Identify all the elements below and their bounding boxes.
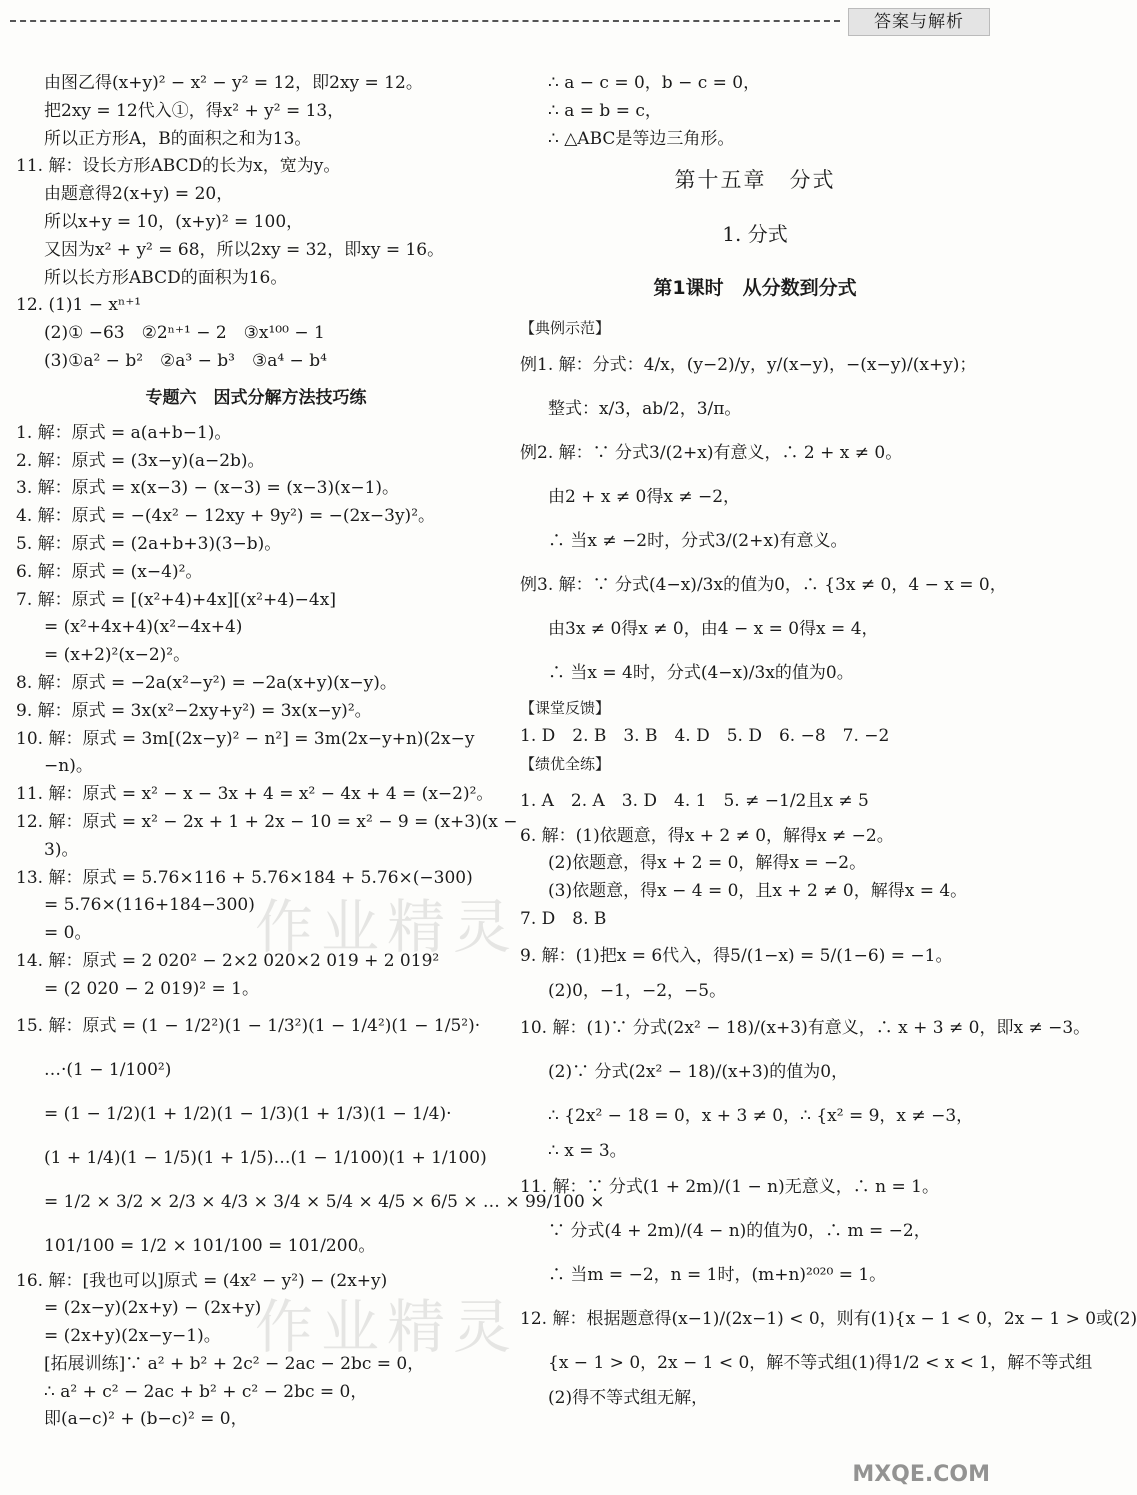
left-line: 所以x+y = 10，(x+y)² = 100， [44,211,304,232]
left-line: (3)①a² − b² ②a³ − b³ ③a⁴ − b⁴ [44,350,327,371]
left-line: 12. (1)1 − xⁿ⁺¹ [16,295,142,316]
left-line: = 0。 [44,923,92,944]
left-line: 由题意得2(x+y) = 20， [44,184,234,205]
right-line: ∴ 当x ≠ −2时，分式3/(2+x)有意义。 [548,531,848,552]
right-line: 例2. 解：∵ 分式3/(2+x)有意义，∴ 2 + x ≠ 0。 [520,443,903,464]
left-line: 1. 解：原式 = a(a+b−1)。 [16,422,232,443]
left-line: 5. 解：原式 = (2a+b+3)(3−b)。 [16,533,282,554]
brand-watermark: MXQE.COM [852,1462,990,1487]
right-line: ∴ 当x = 4时，分式(4−x)/3x的值为0。 [548,663,854,684]
right-line: 7. D 8. B [520,908,607,929]
left-line: …·(1 − 1/100²) [44,1059,172,1080]
left-line: 所以长方形ABCD的面积为16。 [44,267,288,288]
left-line: 由图乙得(x+y)² − x² − y² = 12，即2xy = 12。 [44,73,423,93]
right-line: (2)依题意，得x + 2 = 0，解得x = −2。 [548,853,867,874]
right-line: 整式：x/3，ab/2，3/π。 [548,399,742,420]
right-line: 例1. 解：分式：4/x，(y−2)/y，y/(x−y)，−(x−y)/(x+y)； [520,355,977,376]
right-line: 12. 解：根据题意得(x−1)/(2x−1) < 0，则有(1){x − 1 < 0，2x − 1 > 0或(2) [520,1309,1137,1330]
right-line: (3)依题意，得x − 4 = 0，且x + 2 ≠ 0，解得x = 4。 [548,881,968,902]
right-line: ∴ x = 3。 [548,1140,627,1161]
left-line: 3)。 [44,839,79,860]
right-line: 1. D 2. B 3. B 4. D 5. D 6. −8 7. −2 [520,725,890,746]
left-line: 10. 解：原式 = 3m[(2x−y)² − n²] = 3m(2x−y+n)(2x−y [16,728,475,749]
left-line: 11. 解：设长方形ABCD的长为x，宽为y。 [16,156,341,177]
left-line: [拓展训练]∵ a² + b² + 2c² − 2ac − 2bc = 0， [44,1353,425,1374]
left-line: 又因为x² + y² = 68，所以2xy = 32，即xy = 16。 [44,239,445,260]
left-line: −n)。 [44,756,93,777]
section-tag: 【绩优全练】 [520,754,611,773]
section-tag: 【典例示范】 [520,319,611,338]
left-line: 6. 解：原式 = (x−4)²。 [16,561,203,582]
right-line: ∴ 当m = −2，n = 1时，(m+n)²⁰²⁰ = 1。 [548,1265,887,1286]
left-line: 12. 解：原式 = x² − 2x + 1 + 2x − 10 = x² − 9 = (x+3)(x − [16,811,518,832]
right-line: ∵ 分式(4 + 2m)/(4 − n)的值为0，∴ m = −2， [548,1221,931,1242]
left-line: (2)① −63 ②2ⁿ⁺¹ − 2 ③x¹⁰⁰ − 1 [44,323,325,344]
right-line: 10. 解：(1)∵ 分式(2x² − 18)/(x+3)有意义，∴ x + 3 ≠ 0，即x ≠ −3。 [520,1017,1091,1038]
left-line: 所以正方形A，B的面积之和为13。 [44,128,312,149]
left-line: = (2x+y)(2x−y−1)。 [44,1326,221,1347]
left-line: = (x²+4x+4)(x²−4x+4) [44,617,243,638]
left-line: = (x+2)²(x−2)²。 [44,645,191,666]
left-line: 把2xy = 12代入①，得x² + y² = 13， [44,100,345,121]
right-line: ∴ a − c = 0，b − c = 0， [548,73,761,93]
right-line: 由2 + x ≠ 0得x ≠ −2， [548,487,741,508]
right-line: 9. 解：(1)把x = 6代入，得5/(1−x) = 5/(1−6) = −1。 [520,945,953,966]
left-line: 4. 解：原式 = −(4x² − 12xy + 9y²) = −(2x−3y)²。 [16,506,436,527]
left-line: 专题六 因式分解方法技巧练 [145,387,367,408]
watermark-1: 作业精灵 [255,893,520,961]
right-line: 1. A 2. A 3. D 4. 1 5. ≠ −1/2且x ≠ 5 [520,790,869,811]
left-line: 8. 解：原式 = −2a(x²−y²) = −2a(x+y)(x−y)。 [16,672,397,693]
header-tag: 答案与解析 [848,8,990,36]
left-line: (1 + 1/4)(1 − 1/5)(1 + 1/5)…(1 − 1/100)(1 + 1/100) [44,1147,487,1168]
section-tag: 【课堂反馈】 [520,699,611,718]
left-line: 13. 解：原式 = 5.76×116 + 5.76×184 + 5.76×(−300) [16,867,473,888]
left-line: 11. 解：原式 = x² − x − 3x + 4 = x² − 4x + 4 = (x−2)²。 [16,784,494,805]
left-line: 9. 解：原式 = 3x(x²−2xy+y²) = 3x(x−y)²。 [16,700,372,721]
header-dashed-line [10,20,840,22]
right-line: 6. 解：(1)依题意，得x + 2 ≠ 0，解得x ≠ −2。 [520,825,894,846]
left-line: 2. 解：原式 = (3x−y)(a−2b)。 [16,450,265,471]
left-line: = 5.76×(116+184−300) [44,895,255,916]
right-line: 例3. 解：∵ 分式(4−x)/3x的值为0，∴ {3x ≠ 0，4 − x = 0， [520,575,1007,596]
right-line: ∴ {2x² − 18 = 0，x + 3 ≠ 0，∴ {x² = 9，x ≠ −3， [548,1105,974,1126]
left-line: 即(a−c)² + (b−c)² = 0， [44,1409,248,1430]
right-line: (2)得不等式组无解， [548,1388,709,1409]
left-line: = (2 020 − 2 019)² = 1。 [44,978,259,999]
right-line: ∴ a = b = c， [548,100,662,121]
left-line: = 1/2 × 3/2 × 2/3 × 4/3 × 3/4 × 5/4 × 4/5 × 6/5 × … × 99/100 × [44,1191,605,1212]
right-line: 11. 解：∵ 分式(1 + 2m)/(1 − n)无意义，∴ n = 1。 [520,1177,939,1198]
right-line: 1. 分式 [722,222,788,247]
left-line: = (1 − 1/2)(1 + 1/2)(1 − 1/3)(1 + 1/3)(1 − 1/4)· [44,1103,452,1124]
right-line: 第1课时 从分数到分式 [653,277,857,300]
right-line: (2)∵ 分式(2x² − 18)/(x+3)的值为0， [548,1061,849,1082]
right-line: (2)0，−1，−2，−5。 [548,980,727,1001]
left-line: 16. 解：[我也可以]原式 = (4x² − y²) − (2x+y) [16,1270,388,1291]
right-column [520,70,1137,1413]
left-line: 101/100 = 1/2 × 101/100 = 101/200。 [44,1235,376,1256]
left-line: 15. 解：原式 = (1 − 1/2²)(1 − 1/3²)(1 − 1/4²)(1 − 1/5²)· [16,1015,481,1036]
left-line: 14. 解：原式 = 2 020² − 2×2 020×2 019 + 2 019² [16,950,440,971]
right-line: 由3x ≠ 0得x ≠ 0，由4 − x = 0得x = 4， [548,619,879,640]
left-line: 3. 解：原式 = x(x−3) − (x−3) = (x−3)(x−1)。 [16,478,400,499]
watermark-2: 作业精灵 [255,1293,520,1361]
right-line: 第十五章 分式 [674,168,836,193]
right-line: ∴ △ABC是等边三角形。 [548,128,735,149]
right-line: {x − 1 > 0，2x − 1 < 0，解不等式组(1)得1/2 < x < 1，解不等式组 [548,1353,1093,1374]
left-line: 7. 解：原式 = [(x²+4)+4x][(x²+4)−4x] [16,589,336,610]
left-line: ∴ a² + c² − 2ac + b² + c² − 2bc = 0， [44,1381,368,1402]
left-line: = (2x−y)(2x+y) − (2x+y) [44,1298,262,1319]
